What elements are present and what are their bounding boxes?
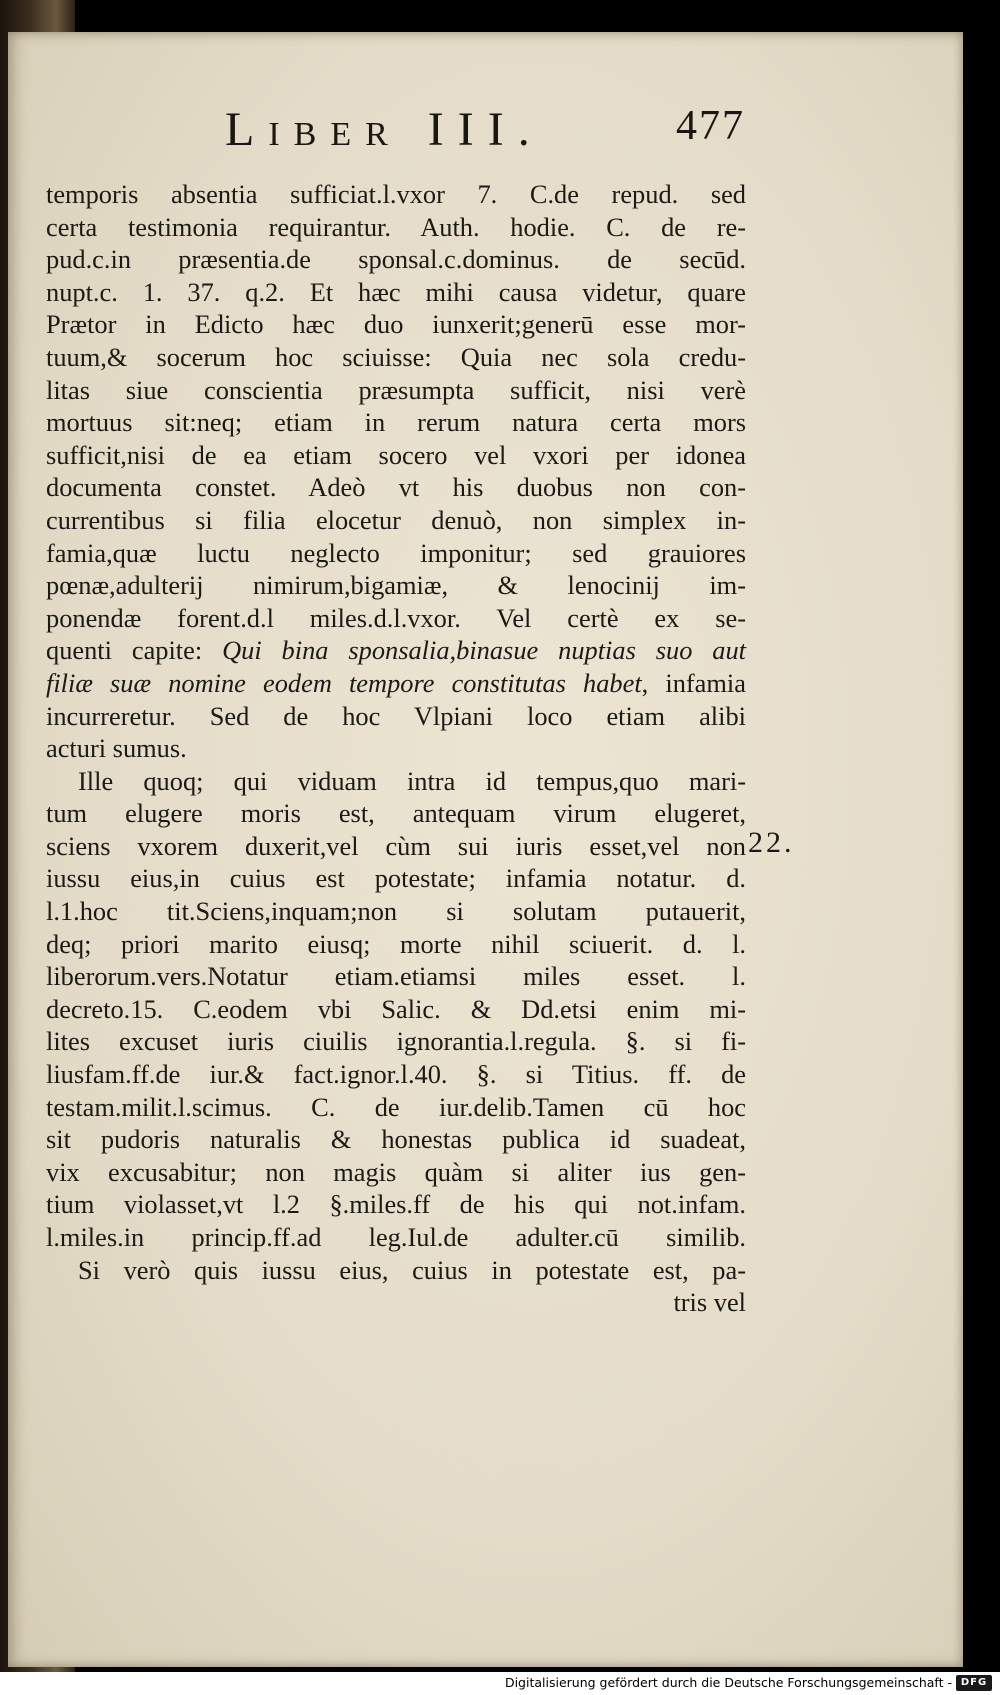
dfg-logo-icon: DFG <box>956 1675 992 1691</box>
text-line: acturi sumus. <box>46 733 187 764</box>
text-line: sit pudoris naturalis & honestas publica id suadeat, <box>46 1124 746 1155</box>
text-line: famia,quæ luctu neglecto imponitur; sed grauiores <box>46 537 746 568</box>
text-line: pud.c.in præsentia.de sponsal.c.dominus. de secūd. <box>46 244 746 275</box>
quote-line <box>46 634 746 667</box>
text-line: tum elugere moris est, antequam virum elugeret, <box>46 798 746 829</box>
text-line: vix excusabitur; non magis quàm si aliter ius gen- <box>46 1156 746 1187</box>
italic-quotation: filiæ suæ nomine eodem tempore constitutas habet <box>46 667 642 698</box>
text-line: certa testimonia requirantur. Auth. hodie. C. de re- <box>46 211 746 242</box>
paragraph-start-line: Ille quoq; qui viduam intra id tempus,quo mari- <box>78 765 746 796</box>
text-line: liberorum.vers.Notatur etiam.etiamsi miles esset. l. <box>46 961 746 992</box>
page-number: 477 <box>676 103 745 149</box>
running-title: Liber III. <box>225 103 544 156</box>
text-line: deq; priori marito eiusq; morte nihil sciuerit. d. l. <box>46 928 746 959</box>
funding-credit: Digitalisierung gefördert durch die Deutsche Forschungsgemeinschaft - <box>504 1675 952 1690</box>
margin-note: 22. <box>748 826 795 859</box>
text-line: liusfam.ff.de iur.& fact.ignor.l.40. §. si Titius. ff. de <box>46 1059 746 1090</box>
text-line: documenta constet. Adeò vt his duobus non con- <box>46 472 746 503</box>
text-line: testam.milit.l.scimus. C. de iur.delib.Tamen cū hoc <box>46 1091 746 1122</box>
text-line: temporis absentia sufficiat.l.vxor 7. C.de repud. sed <box>46 179 746 209</box>
text-line: tuum,& socerum hoc sciuisse: Quia nec sola credu- <box>46 341 746 372</box>
text-line: lites excuset iuris ciuilis ignorantia.l.regula. §. si fi- <box>46 1026 746 1057</box>
text-line: currentibus si filia elocetur denuò, non simplex in- <box>46 504 746 535</box>
text-line: l.miles.in princip.ff.ad leg.Iul.de adulter.cū similib. <box>46 1222 746 1252</box>
text-line: mortuus sit:neq; etiam in rerum natura certa mors <box>46 407 746 438</box>
quote-tail-text: , infamia <box>641 667 746 698</box>
credit-bar <box>0 1672 1000 1695</box>
text-line: ponendæ forent.d.l miles.d.l.vxor. Vel certè ex se- <box>46 602 746 633</box>
page-header <box>225 102 745 172</box>
catchword: tris vel <box>673 1287 746 1318</box>
text-line: iussu eius,in cuius est potestate; infamia notatur. d. <box>46 863 746 894</box>
text-line: tium violasset,vt l.2 §.miles.ff de his qui not.infam. <box>46 1189 746 1220</box>
text-line: l.1.hoc tit.Sciens,inquam;non si solutam putauerit, <box>46 896 746 927</box>
paragraph-start-line: Si verò quis iussu eius, cuius in potestate est, pa- <box>78 1254 746 1285</box>
text-line: sciens vxorem duxerit,vel cùm sui iuris esset,vel non <box>46 830 746 861</box>
text-line: sufficit,nisi de ea etiam socero vel vxori per idonea <box>46 439 746 470</box>
text-line: incurreretur. Sed de hoc Vlpiani loco etiam alibi <box>46 700 746 731</box>
text-line: decreto.15. C.eodem vbi Salic. & Dd.etsi enim mi- <box>46 993 746 1024</box>
italic-quotation: Qui bina sponsalia,binasue nuptias suo aut <box>222 635 746 666</box>
quote-lead-text: quenti capite: <box>46 635 223 666</box>
text-block <box>46 178 746 1319</box>
text-line: Prætor in Edicto hæc duo iunxerit;generū esse mor- <box>46 309 746 340</box>
text-line: nupt.c. 1. 37. q.2. Et hæc mihi causa videtur, quare <box>46 276 746 307</box>
text-line: litas siue conscientia præsumpta sufficit, nisi verè <box>46 374 746 405</box>
quote-line <box>46 667 746 700</box>
text-line: pœnæ,adulterij nimirum,bigamiæ, & lenocinij im- <box>46 570 746 601</box>
